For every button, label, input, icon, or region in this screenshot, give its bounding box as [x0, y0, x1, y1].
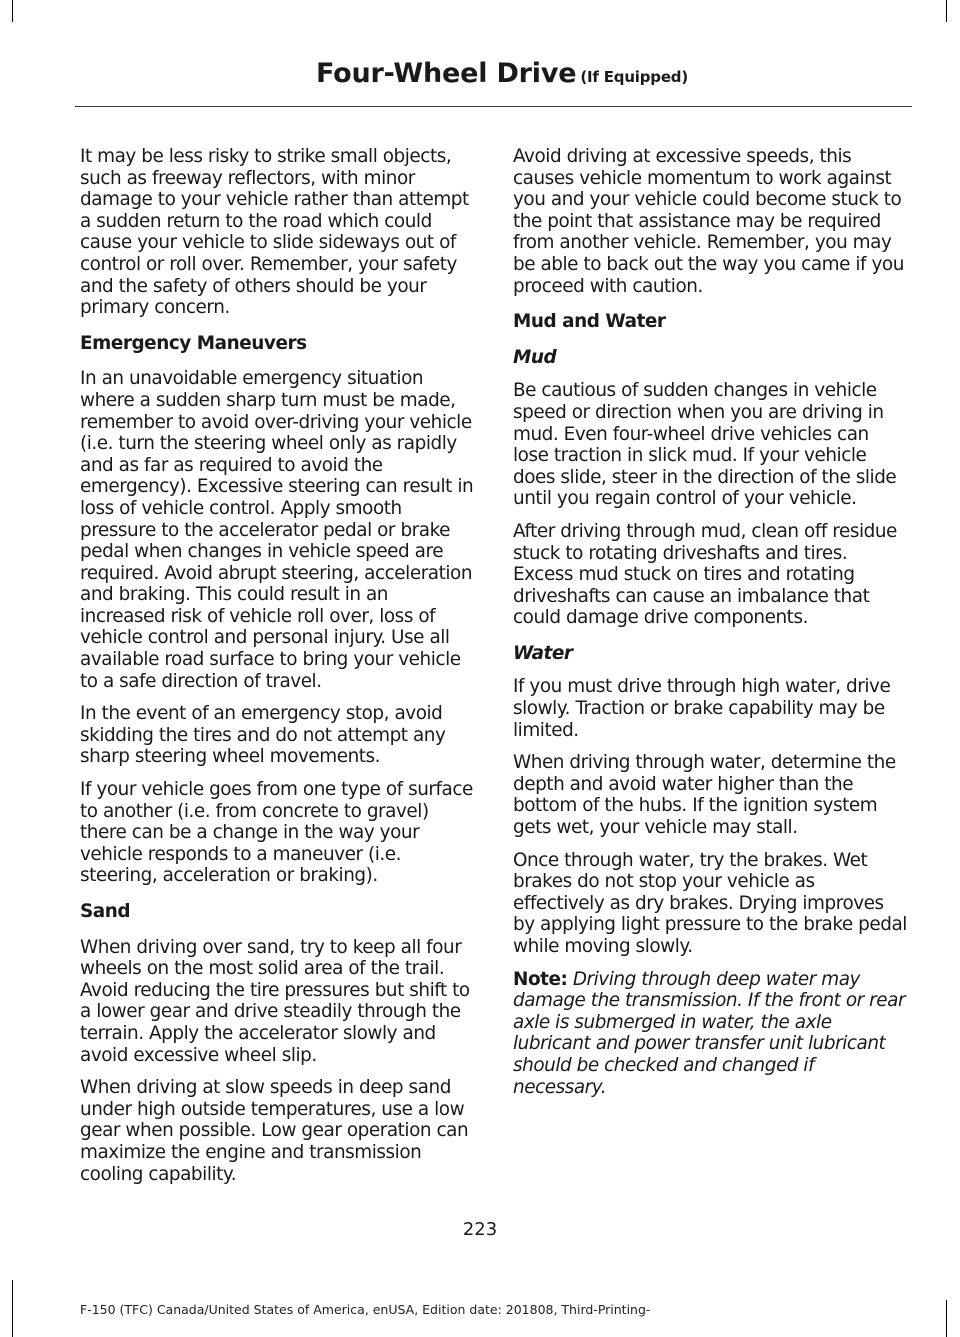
- paragraph: In an unavoidable emergency situation where a sudden sharp turn must be made, remember to avoid over-driving your vehicle (i.e. turn the steering wheel only as rapidly and as far as required to avoid the emergency). Excessive steering can result in loss of vehicle control. Apply smooth pressure to the accelerator pedal or brake pedal when changes in vehicle speed are required. Avoid abrupt steering, acceleration and braking. This could result in an increased risk of vehicle roll over, loss of vehicle control and personal injury. Use all available road surface to bring your vehicle to a safe direction of travel.: [80, 368, 474, 692]
- subheading-mud: Mud: [513, 346, 557, 368]
- crop-mark-bottom-left: [12, 1280, 13, 1337]
- section-heading-mud-and-water: Mud and Water: [513, 311, 666, 333]
- paragraph: Be cautious of sudden changes in vehicle speed or direction when you are driving in mud. Even four-wheel drive vehicles can lose traction in slick mud. If your vehicle does slide, steer in the direction of the slide until you regain control of your vehicle.: [513, 380, 897, 510]
- paragraph: It may be less risky to strike small objects, such as freeway reflectors, with minor damage to your vehicle rather than attempt a sudden return to the road which could cause your vehicle to slide sideways out of control or roll over. Remember, your safety and the safety of others should be your primary concern.: [80, 146, 469, 319]
- subheading-water: Water: [513, 642, 573, 664]
- paragraph: When driving through water, determine the depth and avoid water higher than the bottom of the hubs. If the ignition system gets wet, your vehicle may stall.: [513, 752, 896, 839]
- note-text: Driving through deep water may damage the transmission. If the front or rear axle is submerged in water, the axle lubricant and power transfer unit lubricant should be checked and changed if necessary.: [513, 968, 906, 1098]
- crop-mark-bottom-right: [946, 1300, 947, 1337]
- footer-edition-info: F-150 (TFC) Canada/United States of America, enUSA, Edition date: 201808, Third-Printing-: [80, 1302, 651, 1317]
- section-heading-sand: Sand: [80, 901, 131, 922]
- left-column: [80, 146, 476, 1196]
- paragraph: After driving through mud, clean off residue stuck to rotating driveshafts and tires. Excess mud stuck on tires and rotating driveshafts can cause an imbalance that could damage drive components.: [513, 520, 897, 629]
- page-header: [316, 58, 688, 89]
- paragraph: Avoid driving at excessive speeds, this causes vehicle momentum to work against you and your vehicle could become stuck to the point that assistance may be required from another vehicle. Remember, you may be able to back out the way you came if you proceed with caution.: [513, 146, 904, 297]
- header-divider: [75, 106, 912, 107]
- paragraph: If your vehicle goes from one type of surface to another (i.e. from concrete to gravel) there can be a change in the way your vehicle responds to a maneuver (i.e. steering, acceleration or braking).: [80, 779, 473, 887]
- note: [513, 969, 909, 1099]
- section-heading-emergency-maneuvers: Emergency Maneuvers: [80, 332, 307, 354]
- crop-mark-top-right: [946, 0, 947, 22]
- crop-mark-top-left: [12, 0, 13, 22]
- paragraph: When driving at slow speeds in deep sand under high outside temperatures, use a low gear when possible. Low gear operation can maximize the engine and transmission cooling capability.: [80, 1077, 469, 1185]
- note-label: Note:: [513, 968, 568, 990]
- paragraph: Once through water, try the brakes. Wet brakes do not stop your vehicle as effectively as dry brakes. Drying improves by applying light pressure to the brake pedal while moving slowly.: [513, 849, 907, 957]
- paragraph: When driving over sand, try to keep all four wheels on the most solid area of the trail. Avoid reducing the tire pressures but shift to a lower gear and drive steadily through the terrain. Apply the accelerator slowly and avoid excessive wheel slip.: [80, 936, 470, 1066]
- right-column: [513, 146, 909, 1109]
- chapter-title-suffix: (If Equipped): [580, 68, 688, 86]
- chapter-title: Four-Wheel Drive: [315, 58, 577, 89]
- paragraph: In the event of an emergency stop, avoid skidding the tires and do not attempt any sharp steering wheel movements.: [80, 703, 446, 768]
- page-number: 223: [462, 1219, 498, 1240]
- paragraph: If you must drive through high water, drive slowly. Traction or brake capability may be limited.: [513, 676, 891, 741]
